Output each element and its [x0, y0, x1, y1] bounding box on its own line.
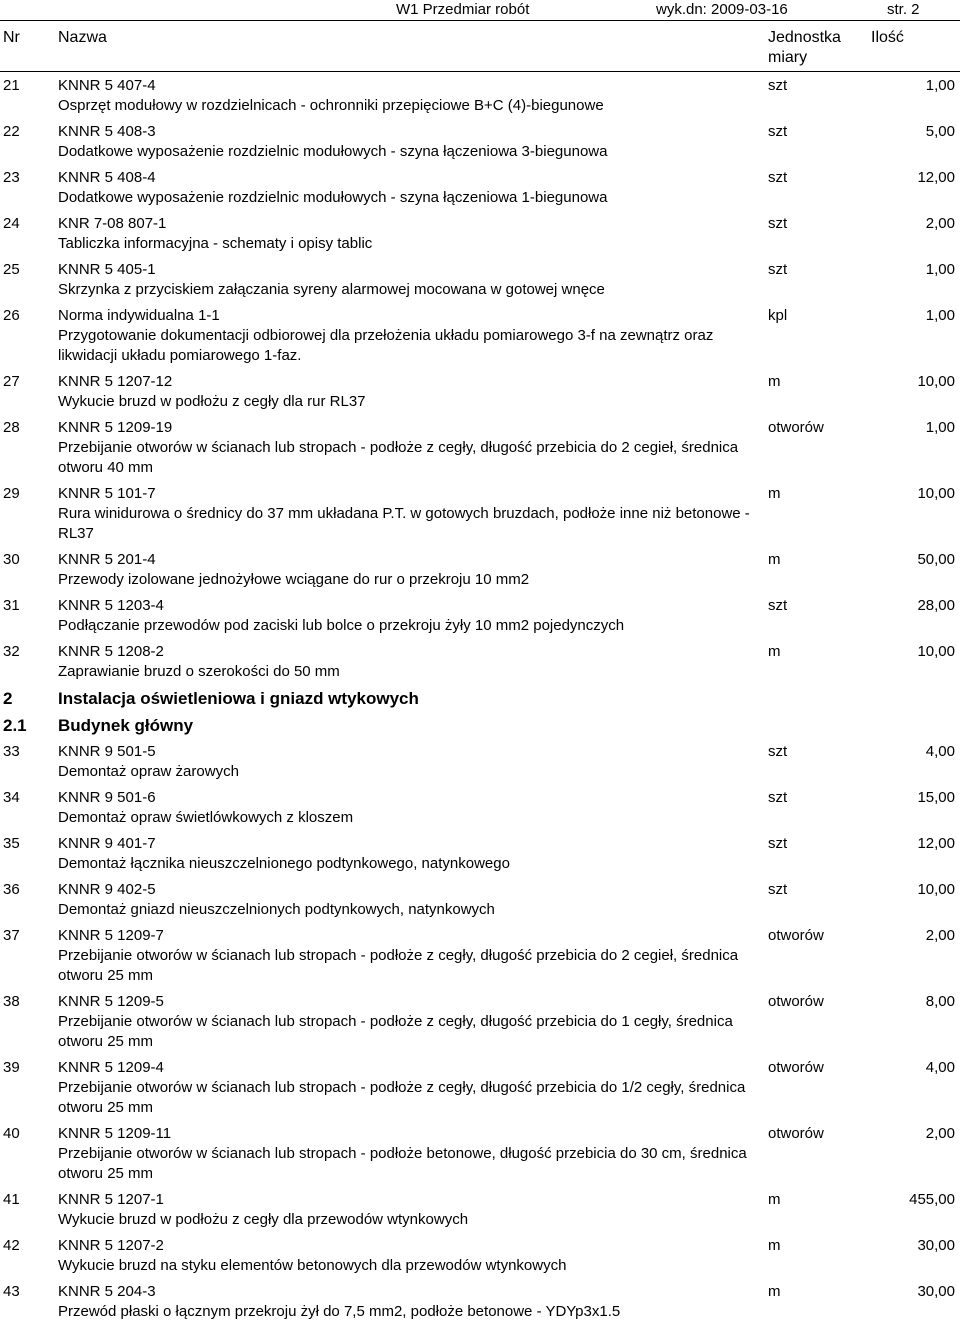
item-description: Skrzynka z przyciskiem załączania syreny alarmowej mocowana w gotowej wnęce [58, 281, 605, 298]
table-row [0, 880, 960, 926]
table-row [0, 992, 960, 1058]
table-row [0, 214, 960, 260]
item-unit: szt [768, 743, 788, 760]
item-number: 32 [3, 643, 20, 660]
item-number: 24 [3, 215, 20, 232]
column-header-name: Nazwa [58, 29, 107, 46]
item-code: KNNR 5 405-1 [58, 261, 156, 278]
item-unit: m [768, 1283, 781, 1300]
item-description: Przewody izolowane jednożyłowe wciągane do rur o przekroju 10 mm2 [58, 571, 530, 588]
item-code: KNNR 5 1208-2 [58, 643, 164, 660]
item-quantity: 1,00 [925, 261, 955, 278]
item-unit: szt [768, 261, 788, 278]
item-description: Wykucie bruzd w podłożu z cegły dla rur RL37 [58, 393, 366, 410]
item-code: KNNR 9 501-6 [58, 789, 156, 806]
item-code: KNNR 5 1207-12 [58, 373, 173, 390]
item-description: Przebijanie otworów w ścianach lub stropach - podłoże z cegły, długość przebicia do 2 cegieł, średnica otworu 40 mm [58, 439, 739, 476]
item-unit: m [768, 373, 781, 390]
item-description: Demontaż opraw świetlówkowych z kloszem [58, 809, 354, 826]
item-number: 41 [3, 1191, 20, 1208]
item-code: KNNR 5 1209-11 [58, 1125, 172, 1142]
column-header-unit [768, 28, 864, 68]
item-code: KNNR 5 101-7 [58, 485, 156, 502]
item-number: 31 [3, 597, 20, 614]
item-number: 25 [3, 261, 20, 278]
item-code: KNNR 5 1203-4 [58, 597, 164, 614]
item-code: KNNR 5 1209-7 [58, 927, 164, 944]
item-number: 34 [3, 789, 20, 806]
table-row [0, 1058, 960, 1124]
item-code: Norma indywidualna 1-1 [58, 307, 220, 324]
item-unit: m [768, 643, 781, 660]
item-code: KNNR 5 201-4 [58, 551, 156, 568]
column-header-divider [0, 71, 960, 72]
section-heading [0, 688, 960, 715]
column-header-unit-line2: miary [768, 49, 808, 66]
item-description: Demontaż łącznika nieuszczelnionego podtynkowego, natynkowego [58, 855, 510, 872]
items-group-a [0, 76, 960, 688]
item-number: 21 [3, 77, 20, 94]
item-number: 43 [3, 1283, 20, 1300]
item-description: Rura winidurowa o średnicy do 37 mm układana P.T. w gotowych bruzdach, podłoże inne niż betonowe - RL37 [58, 505, 750, 542]
table-row [0, 1190, 960, 1236]
item-unit: otworów [768, 419, 824, 436]
table-row [0, 418, 960, 484]
table-row [0, 260, 960, 306]
item-unit: m [768, 1191, 781, 1208]
item-code: KNNR 5 1207-2 [58, 1237, 164, 1254]
table-row [0, 834, 960, 880]
item-quantity: 10,00 [917, 881, 955, 898]
item-unit: kpl [768, 307, 788, 324]
item-number: 38 [3, 993, 20, 1010]
item-quantity: 10,00 [917, 485, 955, 502]
table-row [0, 1124, 960, 1190]
item-quantity: 12,00 [917, 169, 955, 186]
item-quantity: 12,00 [917, 835, 955, 852]
item-description: Przebijanie otworów w ścianach lub stropach - podłoże z cegły, długość przebicia do 2 cegieł, średnica otworu 25 mm [58, 947, 739, 984]
item-description: Przygotowanie dokumentacji odbiorowej dla przełożenia układu pomiarowego 3-f na zewnątrz oraz likwidacji układu pomiarowego 1-faz. [58, 327, 714, 364]
column-header-nr: Nr [3, 29, 20, 46]
item-unit: otworów [768, 993, 824, 1010]
item-quantity: 1,00 [925, 77, 955, 94]
table-row [0, 550, 960, 596]
item-description: Tabliczka informacyjna - schematy i opisy tablic [58, 235, 373, 252]
document-date: wyk.dn: 2009-03-16 [656, 1, 788, 18]
table-row [0, 484, 960, 550]
table-row [0, 788, 960, 834]
item-code: KNNR 9 501-5 [58, 743, 156, 760]
page-number: str. 2 [887, 1, 920, 18]
item-description: Zaprawianie bruzd o szerokości do 50 mm [58, 663, 340, 680]
table-row [0, 372, 960, 418]
item-description: Przebijanie otworów w ścianach lub stropach - podłoże betonowe, długość przebicia do 30 cm, średnica otworu 25 mm [58, 1145, 747, 1182]
item-unit: szt [768, 597, 788, 614]
item-unit: otworów [768, 1125, 824, 1142]
item-code: KNNR 5 204-3 [58, 1283, 156, 1300]
item-number: 29 [3, 485, 20, 502]
item-quantity: 8,00 [925, 993, 955, 1010]
item-quantity: 10,00 [917, 373, 955, 390]
item-code: KNNR 9 401-7 [58, 835, 156, 852]
item-quantity: 30,00 [917, 1283, 955, 1300]
item-unit: m [768, 485, 781, 502]
items-group-b [0, 742, 960, 1328]
item-description: Wykucie bruzd na styku elementów betonowych dla przewodów wtynkowych [58, 1257, 567, 1274]
item-number: 37 [3, 927, 20, 944]
item-number: 23 [3, 169, 20, 186]
item-quantity: 2,00 [925, 1125, 955, 1142]
table-row [0, 306, 960, 372]
item-description: Przebijanie otworów w ścianach lub stropach - podłoże z cegły, długość przebicia do 1 cegły, średnica otworu 25 mm [58, 1013, 733, 1050]
document-title: W1 Przedmiar robót [396, 1, 530, 18]
item-number: 36 [3, 881, 20, 898]
items-table [0, 76, 960, 1328]
item-quantity: 2,00 [925, 215, 955, 232]
item-quantity: 30,00 [917, 1237, 955, 1254]
section-number: 2 [3, 689, 13, 708]
item-quantity: 50,00 [917, 551, 955, 568]
table-row [0, 1236, 960, 1282]
item-unit: szt [768, 835, 788, 852]
item-number: 42 [3, 1237, 20, 1254]
item-code: KNNR 9 402-5 [58, 881, 156, 898]
item-number: 39 [3, 1059, 20, 1076]
section-title: Instalacja oświetleniowa i gniazd wtykowych [58, 689, 419, 708]
table-row [0, 1282, 960, 1328]
item-number: 27 [3, 373, 20, 390]
item-number: 28 [3, 419, 20, 436]
item-quantity: 28,00 [917, 597, 955, 614]
item-description: Osprzęt modułowy w rozdzielnicach - ochronniki przepięciowe B+C (4)-biegunowe [58, 97, 604, 114]
table-row [0, 596, 960, 642]
item-quantity: 4,00 [925, 743, 955, 760]
item-code: KNNR 5 408-4 [58, 169, 156, 186]
page-header [0, 0, 960, 20]
item-number: 40 [3, 1125, 20, 1142]
table-row [0, 76, 960, 122]
header-divider [0, 20, 960, 21]
item-number: 22 [3, 123, 20, 140]
item-unit: m [768, 1237, 781, 1254]
item-unit: szt [768, 169, 788, 186]
item-description: Demontaż gniazd nieuszczelnionych podtynkowych, natynkowych [58, 901, 495, 918]
item-description: Dodatkowe wyposażenie rozdzielnic modułowych - szyna łączeniowa 1-biegunowa [58, 189, 608, 206]
item-unit: otworów [768, 1059, 824, 1076]
item-quantity: 10,00 [917, 643, 955, 660]
item-description: Podłączanie przewodów pod zaciski lub bolce o przekroju żyły 10 mm2 pojedynczych [58, 617, 625, 634]
subsection-heading [0, 715, 960, 742]
subsection-number: 2.1 [3, 716, 27, 735]
item-code: KNNR 5 407-4 [58, 77, 156, 94]
item-number: 33 [3, 743, 20, 760]
item-description: Przewód płaski o łącznym przekroju żył do 7,5 mm2, podłoże betonowe - YDYp3x1.5 [58, 1303, 621, 1320]
item-code: KNR 7-08 807-1 [58, 215, 167, 232]
item-unit: szt [768, 789, 788, 806]
column-header-quantity: Ilość [871, 29, 904, 46]
table-row [0, 122, 960, 168]
item-code: KNNR 5 1207-1 [58, 1191, 164, 1208]
item-quantity: 1,00 [925, 307, 955, 324]
item-code: KNNR 5 1209-5 [58, 993, 164, 1010]
item-quantity: 4,00 [925, 1059, 955, 1076]
table-row [0, 742, 960, 788]
item-code: KNNR 5 1209-19 [58, 419, 173, 436]
item-number: 35 [3, 835, 20, 852]
item-number: 26 [3, 307, 20, 324]
item-number: 30 [3, 551, 20, 568]
item-unit: szt [768, 123, 788, 140]
table-row [0, 642, 960, 688]
item-code: KNNR 5 1209-4 [58, 1059, 164, 1076]
item-description: Dodatkowe wyposażenie rozdzielnic modułowych - szyna łączeniowa 3-biegunowa [58, 143, 608, 160]
item-description: Przebijanie otworów w ścianach lub stropach - podłoże z cegły, długość przebicia do 1/2 cegły, średnica otworu 25 mm [58, 1079, 746, 1116]
item-code: KNNR 5 408-3 [58, 123, 156, 140]
item-unit: m [768, 551, 781, 568]
subsection-title: Budynek główny [58, 716, 194, 735]
item-unit: szt [768, 77, 788, 94]
table-row [0, 168, 960, 214]
item-unit: otworów [768, 927, 824, 944]
item-quantity: 455,00 [909, 1191, 955, 1208]
item-quantity: 2,00 [925, 927, 955, 944]
column-header-unit-line1: Jednostka [768, 29, 841, 46]
item-quantity: 5,00 [925, 123, 955, 140]
item-quantity: 1,00 [925, 419, 955, 436]
item-description: Demontaż opraw żarowych [58, 763, 239, 780]
item-quantity: 15,00 [917, 789, 955, 806]
item-description: Wykucie bruzd w podłożu z cegły dla przewodów wtynkowych [58, 1211, 469, 1228]
item-unit: szt [768, 881, 788, 898]
item-unit: szt [768, 215, 788, 232]
table-row [0, 926, 960, 992]
